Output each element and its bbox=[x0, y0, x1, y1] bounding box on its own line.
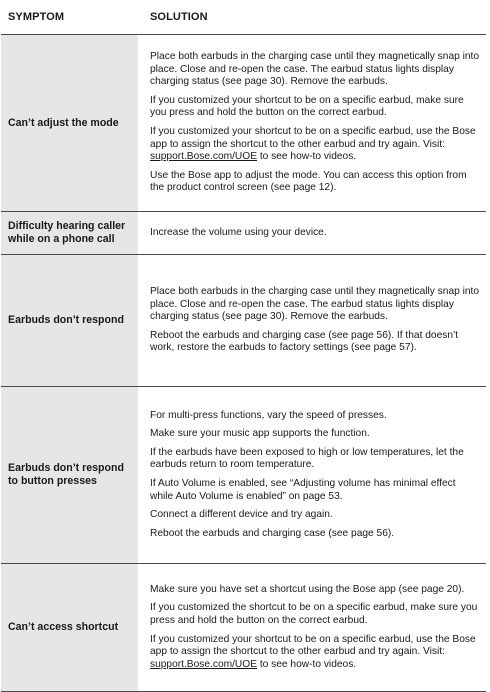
table-row bbox=[1, 212, 486, 255]
symptom-cell: Difficulty hearing caller while on a phone call bbox=[1, 212, 138, 255]
table-row bbox=[1, 255, 486, 387]
solution-cell bbox=[138, 387, 486, 564]
table-row bbox=[1, 35, 486, 212]
symptom-cell: Earbuds don’t respond to button presses bbox=[1, 387, 138, 564]
solution-step: For multi-press functions, vary the speed of presses. bbox=[150, 409, 387, 421]
support-link[interactable]: support.Bose.com/UOE bbox=[150, 658, 258, 670]
solution-step: Reboot the earbuds and charging case (see page 56). If that doesn’t work, restore the earbuds to factory settings (see page 57). bbox=[150, 329, 459, 354]
solution-text: If you customized your shortcut to be on a specific earbud, use the Bose app to assign the shortcut to the other earbud and try again. Visit: bbox=[150, 633, 476, 658]
solution-step: Place both earbuds in the charging case until they magnetically snap into place. Close and re-open the case. The earbud status lights display charging status (see page 30). Remove the earbuds. bbox=[150, 286, 480, 323]
solution-step: If you customized your shortcut to be on a specific earbud, make sure you press and hold the button on the correct earbud. bbox=[150, 94, 464, 119]
solution-step: Increase the volume using your device. bbox=[150, 226, 327, 238]
solution-text: If you customized your shortcut to be on a specific earbud, use the Bose app to assign the shortcut to the other earbud and try again. Visit: bbox=[150, 126, 476, 150]
solution-step: Make sure your music app supports the function. bbox=[150, 428, 370, 440]
solution-step: Make sure you have set a shortcut using the Bose app (see page 20). bbox=[150, 583, 465, 595]
solution-step: Place both earbuds in the charging case until they magnetically snap into place. Close and re-open the case. The earbud status lights display charging status (see page 30). Remove the earbuds. bbox=[150, 51, 480, 88]
troubleshooting-table bbox=[1, 0, 486, 692]
solution-text: to see how-to videos. bbox=[257, 151, 357, 163]
symptom-cell: Can’t access shortcut bbox=[1, 564, 138, 692]
table-row bbox=[1, 564, 486, 692]
support-link[interactable]: support.Bose.com/UOE bbox=[150, 151, 258, 163]
solution-cell bbox=[138, 35, 486, 212]
solution-step: Connect a different device and try again. bbox=[150, 509, 333, 521]
solution-step: Use the Bose app to adjust the mode. You can access this option from the product control screen (see page 12). bbox=[150, 169, 467, 194]
solution-step: If you customized the shortcut to be on a specific earbud, make sure you press and hold the button on the correct earbud. bbox=[150, 602, 478, 626]
solution-step: If Auto Volume is enabled, see “Adjusting volume has minimal effect while Auto Volume is enabled” on page 53. bbox=[150, 478, 456, 502]
solution-step bbox=[150, 634, 480, 672]
symptom-cell: Earbuds don’t respond bbox=[1, 255, 138, 387]
solution-cell bbox=[138, 255, 486, 387]
solution-cell bbox=[138, 212, 486, 255]
table-row bbox=[1, 387, 486, 564]
solution-step: Reboot the earbuds and charging case (see page 56). bbox=[150, 527, 395, 539]
solution-step bbox=[150, 126, 480, 164]
solution-text: to see how-to videos. bbox=[257, 658, 357, 670]
solution-cell bbox=[138, 564, 486, 692]
symptom-column-header: SYMPTOM bbox=[1, 0, 138, 35]
table-header-row bbox=[1, 0, 486, 35]
solution-column-header: SOLUTION bbox=[138, 0, 486, 35]
symptom-cell: Can’t adjust the mode bbox=[1, 35, 138, 212]
solution-step: If the earbuds have been exposed to high or low temperatures, let the earbuds return to room temperature. bbox=[150, 446, 464, 471]
